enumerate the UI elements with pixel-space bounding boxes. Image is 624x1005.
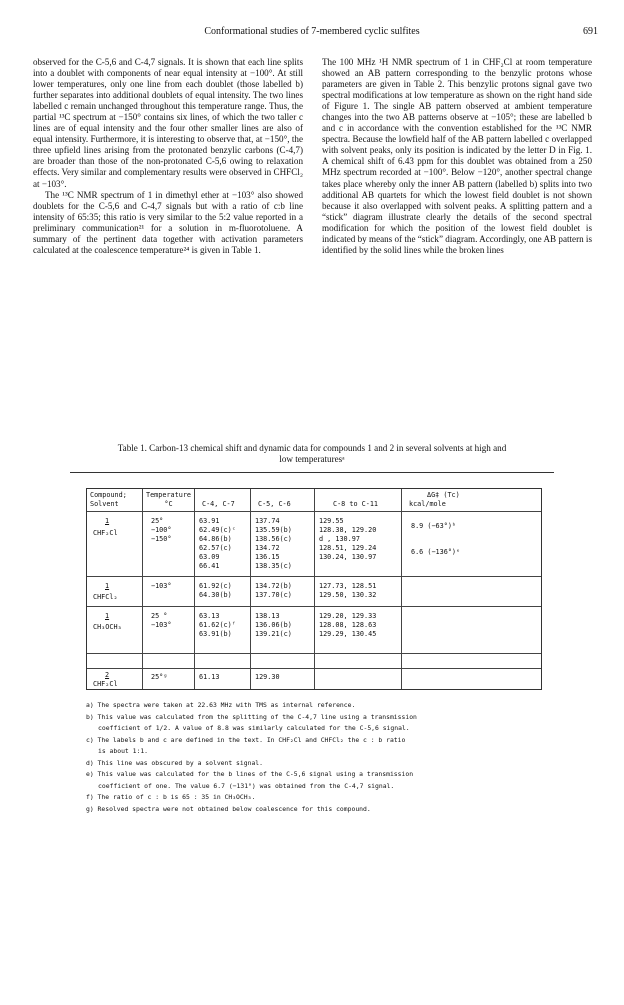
table-top-rule [70, 472, 554, 473]
c5-c6-values: 137.74 135.59(b) 138.56(c) 134.72 136.15 138.35(c) [255, 517, 292, 570]
footnote-continuation: coefficient of one. The value 6.7 (−131°) was obtained from the C-4,7 signal. [98, 781, 395, 790]
c5-c6-value: 129.30 [255, 673, 280, 681]
delta-g-value: 8.9 (−63°)ᵇ [411, 522, 457, 530]
temperature-value: 25°ᵍ [151, 673, 168, 681]
footnote: c) The labels b and c are defined in the text. In CHF₂Cl and CHFCl₂ the c : b ratio [86, 735, 406, 744]
c8-c11-values: 129.55 128.38, 129.20 d , 130.97 128.51, 129.24 130.24, 130.97 [319, 517, 377, 561]
running-head [0, 26, 624, 40]
c4-c7-values: 63.13 61.62(c)ᶠ 63.91(b) [199, 612, 236, 638]
data-table [86, 488, 542, 690]
header-delta-g: ΔG‡ (Tc) kcal/mole [409, 491, 460, 508]
temperature-values: −103° [151, 582, 172, 590]
row-divider [87, 606, 541, 607]
footnote: f) The ratio of c : b is 65 : 35 in CH₃OCH₃. [86, 793, 256, 801]
row-divider [87, 653, 541, 654]
delta-g-value: 6.6 (−136°)ᵉ [411, 548, 461, 556]
solvent-name: CHF₂Cl [93, 680, 118, 688]
footnote: e) This value was calculated for the b lines of the C-5,6 signal using a transmission [86, 770, 414, 778]
page-number: 691 [583, 26, 598, 37]
paragraph: observed for the C-5,6 and C-4,7 signals. It is shown that each line splits into a doublet with components of near equal intensity at −100°. At still lower temperatures, only one line from each doublet (those labelled b) further separates into additional doublets of equal intensity. The two lines labelled c remain unchanged throughout this temperature range. Thus, the partial ¹³C spectrum at −150° contains six lines, of which the two taller c lines are of equal intensity and the four other smaller lines are also of equal intensity. Furthermore, it is interesting to observe that, at −150°, the three upfield lines arising from the protonated benzylic carbons (C-4,7) are broader than those of the non-protonated C-5,6 owing to relaxation effects. Very similar and complementary results were observed in CHFCl₂ at −103°. [33, 57, 303, 189]
c8-c11-values: 127.73, 128.51 129.50, 130.32 [319, 582, 377, 599]
compound-number: 1 [105, 517, 110, 525]
c4-c7-values: 61.92(c) 64.30(b) [199, 582, 232, 599]
c8-c11-values: 129.20, 129.33 128.08, 128.63 129.29, 130.45 [319, 612, 377, 638]
column-divider [401, 489, 402, 689]
table-footnotes [86, 700, 556, 815]
solvent-name: CH₃OCH₃ [93, 623, 122, 631]
column-divider [142, 489, 143, 689]
column-divider [250, 489, 251, 689]
running-title: Conformational studies of 7-membered cyclic sulfites [204, 26, 420, 37]
compound-number: 1 [105, 612, 110, 620]
temperature-values: 25° −100° −150° [151, 517, 172, 543]
temperature-values: 25 ° −103° [151, 612, 172, 629]
header-divider [87, 511, 541, 512]
text-column-right [322, 57, 592, 256]
footnote: d) This line was obscured by a solvent signal. [86, 758, 263, 767]
c5-c6-values: 134.72(b) 137.70(c) [255, 582, 292, 599]
header-c8-c11: C-8 to C-11 [333, 500, 379, 508]
text-column-left [33, 57, 303, 256]
row-divider [87, 576, 541, 577]
table-caption-line: Table 1. Carbon-13 chemical shift and dynamic data for compounds 1 and 2 in several solvents at high and [117, 443, 507, 453]
footnote: a) The spectra were taken at 22.63 MHz with TMS as internal reference. [86, 701, 356, 709]
header-c4-c7: C-4, C-7 [202, 500, 235, 508]
compound-number: 1 [105, 582, 110, 590]
paragraph: The 100 MHz ¹H NMR spectrum of 1 in CHF₂Cl at room temperature showed an AB pattern corresponding to the benzylic protons whose parameters are given in Table 2. This benzylic protons signal gave two spectral modifications at low temperature as shown on the right hand side of Figure 1. The single AB pattern observed at ambient temperature changes into the two AB patterns observe at −105°; these are labelled b and c in accordance with the convention established for the ¹³C NMR spectra. Because the lowfield half of the AB pattern labelled c overlapped with solvent peaks, only its position is indicated by the letter D in Fig. 1. A chemical shift of 6.43 ppm for this doublet was obtained from a 250 MHz spectrum recorded at −100°. Below −120°, another spectral change takes place whereby only the inner AB pattern (labelled b) splits into two additional AB quartets for which the lowest field doublet is not shown because it also overlapped with solvent peaks. A splitting pattern and a “stick” diagram illustrate clearly the details of the second spectral modification for which the position of the lowest field doublet is indicated by means of the “stick” diagram. Accordingly, one AB pattern is identified by the solid lines while the broken lines [322, 57, 592, 255]
c5-c6-values: 138.13 136.06(b) 139.21(c) [255, 612, 292, 638]
c4-c7-value: 61.13 [199, 673, 220, 681]
solvent-name: CHF₂Cl [93, 529, 118, 537]
table-caption [60, 443, 564, 465]
footnote: g) Resolved spectra were not obtained below coalescence for this compound. [86, 804, 371, 813]
solvent-name: CHFCl₂ [93, 593, 118, 601]
header-compound-solvent: Compound; Solvent [90, 491, 127, 508]
column-divider [314, 489, 315, 689]
row-divider [87, 668, 541, 669]
compound-number: 2 [105, 671, 110, 679]
paragraph: The ¹³C NMR spectrum of 1 in dimethyl ether at −103° also showed doublets for the C-5,6 and C-4,7 signals but with a ratio of c:b line intensity of 65:35; this ratio is very similar to the 5:2 value reported in a preliminary communication²¹ for a solution in m-fluorotoluene. A summary of the pertinent data together with activation parameters calculated at the coalescence temperature²⁴ is given in Table 1. [33, 189, 303, 255]
header-c5-c6: C-5, C-6 [258, 500, 291, 508]
footnote-continuation: coefficient of 1/2. A value of 8.8 was similarly calculated for the C-5,6 signal. [98, 724, 410, 732]
footnote-continuation: is about 1:1. [98, 747, 149, 755]
header-temperature: Temperature °C [146, 491, 192, 508]
c4-c7-values: 63.91 62.49(c)ᶜ 64.86(b) 62.57(c) 63.09 66.41 [199, 517, 236, 570]
column-divider [194, 489, 195, 689]
footnote: b) This value was calculated from the splitting of the C-4,7 line using a transmission [86, 712, 417, 721]
table-caption-line: low temperaturesᵃ [279, 454, 345, 464]
